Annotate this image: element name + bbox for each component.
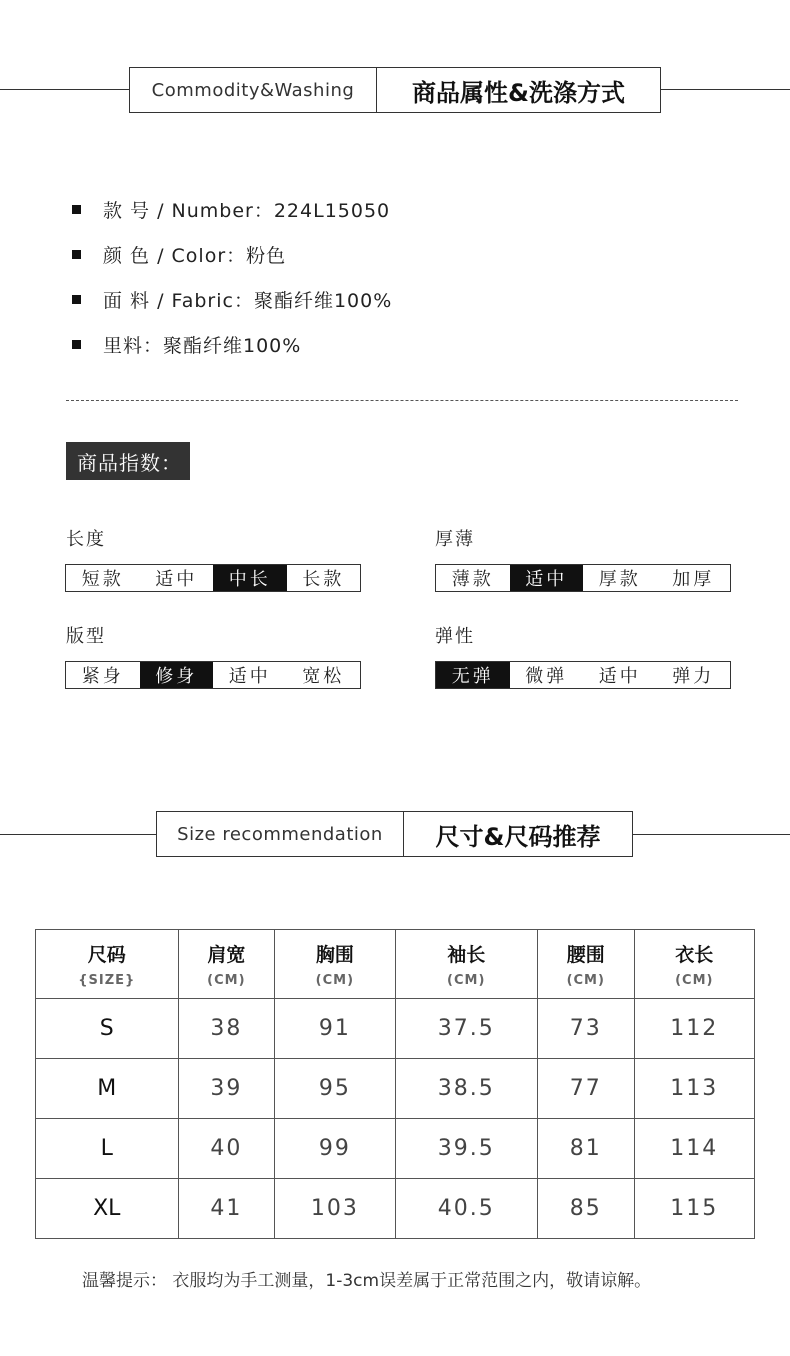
metric-option: 加厚	[672, 569, 715, 590]
metric-option: 适中	[228, 666, 271, 687]
metric-option-selected: 适中	[510, 565, 584, 591]
table-cell: 40	[178, 1119, 275, 1179]
table-cell: M	[36, 1059, 179, 1119]
metric-option: 适中	[598, 666, 641, 687]
metric-bar-elasticity	[435, 661, 731, 689]
table-cell: 114	[634, 1119, 754, 1179]
section2-line-left	[0, 834, 157, 835]
metric-option-selected: 无弹	[436, 662, 510, 688]
section1-title-cn: 商品属性&洗涤方式	[412, 78, 625, 107]
header-shoulder: 肩宽 (CM)	[178, 930, 275, 999]
table-cell: 113	[634, 1059, 754, 1119]
header-waist: 腰围 (CM)	[537, 930, 634, 999]
metric-option: 弹力	[672, 666, 715, 687]
bullet-icon	[72, 250, 81, 259]
header-chest: 胸围 (CM)	[275, 930, 395, 999]
table-cell: 99	[275, 1119, 395, 1179]
table-row	[36, 999, 755, 1059]
section2-title-cn: 尺寸&尺码推荐	[435, 822, 601, 851]
table-cell: 41	[178, 1179, 275, 1239]
metric-bar-thickness	[435, 564, 731, 592]
table-cell: 95	[275, 1059, 395, 1119]
metric-option: 适中	[155, 569, 198, 590]
metric-label-fit: 版型	[66, 626, 106, 647]
care-note: 温馨提示： 衣服均为手工测量，1-3cm误差属于正常范围之内，敬请谅解。	[82, 1271, 652, 1291]
attribute-number	[72, 195, 390, 223]
section1-title-en: Commodity&Washing	[130, 68, 377, 112]
table-cell: 73	[537, 999, 634, 1059]
dashed-divider	[66, 400, 738, 401]
section2-line-right	[632, 834, 790, 835]
size-table-header-row	[36, 930, 755, 999]
metric-option: 薄款	[451, 569, 494, 590]
table-cell: 40.5	[395, 1179, 537, 1239]
table-cell: 85	[537, 1179, 634, 1239]
table-cell: 115	[634, 1179, 754, 1239]
table-cell: 81	[537, 1119, 634, 1179]
metric-option: 厚款	[598, 569, 641, 590]
attribute-color	[72, 240, 286, 268]
table-cell: 112	[634, 999, 754, 1059]
table-cell: 77	[537, 1059, 634, 1119]
section2-header	[156, 811, 633, 857]
attribute-text: 面 料 / Fabric：聚酯纤维100%	[103, 289, 393, 312]
product-index-title: 商品指数：	[66, 442, 190, 480]
metric-bar-fit	[65, 661, 361, 689]
metric-option-selected: 修身	[140, 662, 214, 688]
metric-option: 短款	[81, 569, 124, 590]
table-cell: 38.5	[395, 1059, 537, 1119]
metric-bar-length	[65, 564, 361, 592]
table-row	[36, 1179, 755, 1239]
bullet-icon	[72, 295, 81, 304]
size-table	[35, 929, 755, 1239]
table-cell: 91	[275, 999, 395, 1059]
attribute-lining	[72, 330, 301, 358]
table-cell: 38	[178, 999, 275, 1059]
section1-header	[129, 67, 661, 113]
metric-option-selected: 中长	[213, 565, 287, 591]
section1-line-right	[660, 89, 790, 90]
metric-option: 宽松	[302, 666, 345, 687]
table-row	[36, 1119, 755, 1179]
table-cell: 103	[275, 1179, 395, 1239]
metric-option: 微弹	[525, 666, 568, 687]
metric-label-thickness: 厚薄	[435, 529, 475, 550]
table-cell: 39.5	[395, 1119, 537, 1179]
table-cell: L	[36, 1119, 179, 1179]
attribute-text: 款 号 / Number：224L15050	[103, 199, 391, 222]
header-length: 衣长 (CM)	[634, 930, 754, 999]
metric-label-length: 长度	[66, 529, 106, 550]
attribute-text: 颜 色 / Color：粉色	[103, 244, 287, 267]
table-cell: 39	[178, 1059, 275, 1119]
bullet-icon	[72, 340, 81, 349]
header-sleeve: 袖长 (CM)	[395, 930, 537, 999]
attribute-fabric	[72, 285, 392, 313]
header-size: 尺码 {SIZE}	[36, 930, 179, 999]
table-row	[36, 1059, 755, 1119]
metric-label-elasticity: 弹性	[435, 626, 475, 647]
bullet-icon	[72, 205, 81, 214]
table-cell: 37.5	[395, 999, 537, 1059]
metric-option: 长款	[302, 569, 345, 590]
section1-line-left	[0, 89, 130, 90]
table-cell: S	[36, 999, 179, 1059]
metric-option: 紧身	[81, 666, 124, 687]
section2-title-en: Size recommendation	[157, 812, 404, 856]
table-cell: XL	[36, 1179, 179, 1239]
attribute-text: 里料：聚酯纤维100%	[103, 334, 302, 357]
